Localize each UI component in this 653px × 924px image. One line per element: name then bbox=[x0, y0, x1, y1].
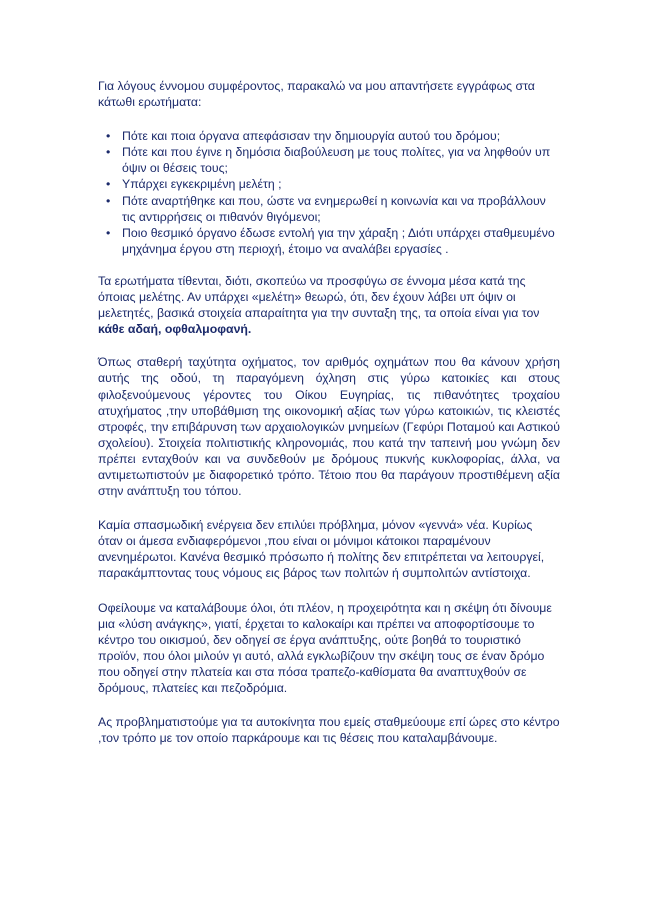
understanding-paragraph: Οφείλουμε να καταλάβουμε όλοι, ότι πλέον, η προχειρότητα και η σκέψη ότι δίνουμε μια «λύση ανάγκης», γιατί, έρχεται το καλοκαίρι και πρέπει να αποφορτίσουμε το κέντρο του οικισμού, δεν οδηγεί σε έργα ανάπτυξης, ούτε βοηθά το τουριστικό προϊόν, που όλοι μιλούν γι αυτό, αλλά εγκλωβίζουν την σκέψη τους σε έναν δρόμο που οδηγεί στην πλατεία και στα πόσα τραπεζο-καθίσματα θα αναπτυχθούν σε δρόμους, πλατείες και πεζοδρόμια. bbox=[98, 600, 552, 695]
question-item: • Ποιο θεσμικό όργανο έδωσε εντολή για την χάραξη ; Διότι υπάρχει σταθμευμένο μηχάνημα έργου στη περιοχή, έτοιμο να αναλάβει εργασίες . bbox=[98, 225, 560, 257]
reasons-paragraph bbox=[98, 273, 560, 337]
question-item: • Πότε αναρτήθηκε και που, ώστε να ενημερωθεί η κοινωνία και να προβάλλουν τις αντιρρήσεις οι πιθανόν θιγόμενοι; bbox=[98, 193, 560, 225]
action-paragraph: Καμία σπασμωδική ενέργεια δεν επιλύει πρόβλημα, μόνον «γεννά» νέα. Κυρίως όταν οι άμεσα ενδιαφερόμενοι ,που είναι οι μόνιμοι κάτοικοι παραμένουν ανενημέρωτοι. Κανένα θεσμικό πρόσωπο ή πολίτης δεν επιτρέπεται να λειτουργεί, παρακάμπτοντας τους νόμους εις βάρος των πολιτών ή συμπολιτών αντίστοιχα. bbox=[98, 518, 545, 581]
question-item: • Υπάρχει εγκεκριμένη μελέτη ; bbox=[98, 176, 560, 192]
reasons-emphasis: κάθε αδαή, οφθαλμοφανή. bbox=[98, 322, 252, 337]
question-item: • Πότε και που έγινε η δημόσια διαβούλευση με τους πολίτες, για να ληφθούν υπ όψιν οι θέσεις τους; bbox=[98, 144, 560, 176]
reasons-text: Τα ερωτήματα τίθενται, διότι, σκοπεύω να προσφύγω σε έννομα μέσα κατά της όποιας μελέτης. Αν υπάρχει «μελέτη» θεωρώ, ότι, δεν έχουν λάβει υπ όψιν οι μελετητές, βασικά στοιχεία απαραίτητα για την συνταξη της, τα οποία είναι για τον bbox=[98, 273, 540, 321]
intro-paragraph: Για λόγους έννομου συμφέροντος, παρακαλώ να μου απαντήσετε εγγράφως στα κάτωθι ερωτήματα: bbox=[98, 79, 535, 110]
document-body bbox=[98, 78, 560, 746]
question-item: • Πότε και ποια όργανα απεφάσισαν την δημιουργία αυτού του δρόμου; bbox=[98, 128, 560, 144]
factors-paragraph: Όπως σταθερή ταχύτητα οχήματος, τον αριθμός οχημάτων που θα κάνουν χρήση αυτής της οδού, τη παραγόμενη όχληση στις γύρω κατοικίες και στους φιλοξενούμενους γέροντες του Οίκου Ευγηρίας, τις πιθανότητες τροχαίου ατυχήματος ,την υποβάθμιση της οικονομική αξίας των γύρω κατοικιών, τις κλειστές στροφές, την επιβάρυνση των αρχαιολογικών μνημείων (Γεφύρι Ποταμού και Αστικού σχολείου). Στοιχεία πολιτιστικής κληρονομιάς, που κατά την ταπεινή μου γνώμη δεν πρέπει ενταχθούν και να συνδεθούν με δρόμους πυκνής κυκλοφορίας, άλλα, να αντιμετωπιστούν με διαφορετικό τρόπο. Τέτοιο που θα παράγουν προστιθέμενη αξία στην ανάπτυξη του τόπου. bbox=[98, 355, 560, 499]
questions-list bbox=[98, 128, 560, 257]
parking-paragraph: Ας προβληματιστούμε για τα αυτοκίνητα που εμείς σταθμεύουμε επί ώρες στο κέντρο ,τον τρόπο με τον οποίο παρκάρουμε και τις θέσεις που καταλαμβάνουμε. bbox=[98, 715, 560, 746]
